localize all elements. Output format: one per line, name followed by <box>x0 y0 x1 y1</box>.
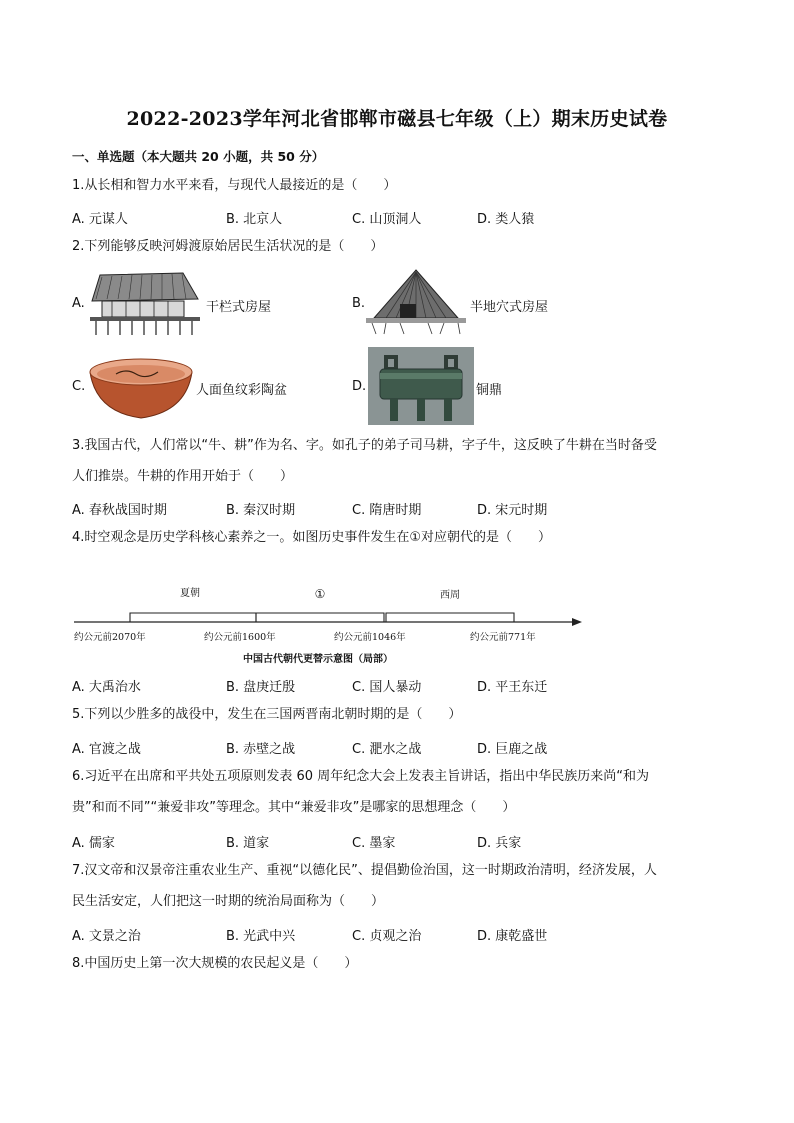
option-b-label: 半地穴式房屋 <box>470 300 549 315</box>
option-b: B. 赤壁之战 <box>226 742 296 757</box>
option-a-letter: A. <box>72 296 85 311</box>
question-6-line-2: 贵”和而不同”“兼爱非攻”等理念。其中“兼爱非攻”是哪家的思想理念（ ） <box>72 800 516 815</box>
option-a: A. 元谋人 <box>72 212 128 227</box>
question-3-options <box>72 499 722 519</box>
option-b: B. 道家 <box>226 836 270 851</box>
option-b: B. 盘庚迁殷 <box>226 680 296 695</box>
semi-subterranean-house-image <box>366 266 466 336</box>
dynasty-timeline <box>72 580 592 670</box>
option-d: D. 康乾盛世 <box>477 929 548 944</box>
option-c-letter: C. <box>72 379 86 394</box>
section-heading: 一、单选题（本大题共 20 小题，共 50 分） <box>72 149 325 164</box>
exam-title: 2022-2023学年河北省邯郸市磁县七年级（上）期末历史试卷 <box>126 108 668 130</box>
question-3-line-1: 3.我国古代，人们常以“牛、耕”作为名、字。如孔子的弟子司马耕，字子牛，这反映了牛耕在当时备受 <box>72 438 657 453</box>
timeline-label-western-zhou: 西周 <box>440 590 460 601</box>
timeline-tick-1: 约公元前2070年 <box>74 632 146 643</box>
option-c: C. 国人暴动 <box>352 680 422 695</box>
option-c-label: 人面鱼纹彩陶盆 <box>196 383 288 398</box>
painted-pottery-basin-image <box>86 350 196 422</box>
option-a: A. 文景之治 <box>72 929 141 944</box>
bronze-ding-image <box>368 347 474 425</box>
option-b: B. 秦汉时期 <box>226 503 296 518</box>
timeline-graphic <box>72 580 592 670</box>
question-2-stem: 2.下列能够反映河姆渡原始居民生活状况的是（ ） <box>72 239 384 254</box>
option-b: B. 光武中兴 <box>226 929 296 944</box>
option-a: A. 官渡之战 <box>72 742 141 757</box>
question-1-stem: 1.从长相和智力水平来看，与现代人最接近的是（ ） <box>72 178 397 193</box>
option-d: D. 巨鹿之战 <box>477 742 548 757</box>
question-7-options <box>72 925 722 945</box>
timeline-tick-2: 约公元前1600年 <box>204 632 276 643</box>
question-1-options <box>72 208 722 228</box>
option-b: B. 北京人 <box>226 212 283 227</box>
question-7-line-1: 7.汉文帝和汉景帝注重农业生产、重视“以德化民”、提倡勤俭治国，这一时期政治清明，经济发展，人 <box>72 863 657 878</box>
option-c: C. 墨家 <box>352 836 396 851</box>
question-6-options <box>72 832 722 852</box>
option-a: A. 儒家 <box>72 836 115 851</box>
question-5-options <box>72 738 722 758</box>
question-8-stem: 8.中国历史上第一次大规模的农民起义是（ ） <box>72 956 358 971</box>
option-d: D. 类人猿 <box>477 212 535 227</box>
question-6-line-1: 6.习近平在出席和平共处五项原则发表 60 周年纪念大会上发表主旨讲话，指出中华民族历来尚“和为 <box>72 769 649 784</box>
timeline-tick-4: 约公元前771年 <box>470 632 536 643</box>
option-c: C. 淝水之战 <box>352 742 422 757</box>
timeline-caption: 中国古代朝代更替示意图（局部） <box>243 654 393 665</box>
option-c: C. 隋唐时期 <box>352 503 422 518</box>
question-4-options <box>72 676 722 696</box>
question-7-line-2: 民生活安定，人们把这一时期的统治局面称为（ ） <box>72 894 385 909</box>
option-c: C. 山顶洞人 <box>352 212 422 227</box>
option-d: D. 兵家 <box>477 836 522 851</box>
timeline-tick-3: 约公元前1046年 <box>334 632 406 643</box>
option-a: A. 春秋战国时期 <box>72 503 167 518</box>
option-d: D. 宋元时期 <box>477 503 548 518</box>
question-4-stem: 4.时空观念是历史学科核心素养之一。如图历史事件发生在①对应朝代的是（ ） <box>72 530 552 545</box>
option-b-letter: B. <box>352 296 366 311</box>
option-d-letter: D. <box>352 379 367 394</box>
option-a: A. 大禹治水 <box>72 680 141 695</box>
question-5-stem: 5.下列以少胜多的战役中，发生在三国两晋南北朝时期的是（ ） <box>72 707 462 722</box>
stilt-house-image <box>88 267 203 337</box>
option-d-label: 铜鼎 <box>476 383 503 398</box>
question-3-line-2: 人们推崇。牛耕的作用开始于（ ） <box>72 469 294 484</box>
timeline-label-xia: 夏朝 <box>180 588 200 599</box>
option-d: D. 平王东迁 <box>477 680 548 695</box>
timeline-label-unknown: ① <box>314 587 326 601</box>
option-a-label: 干栏式房屋 <box>206 300 272 315</box>
option-c: C. 贞观之治 <box>352 929 422 944</box>
